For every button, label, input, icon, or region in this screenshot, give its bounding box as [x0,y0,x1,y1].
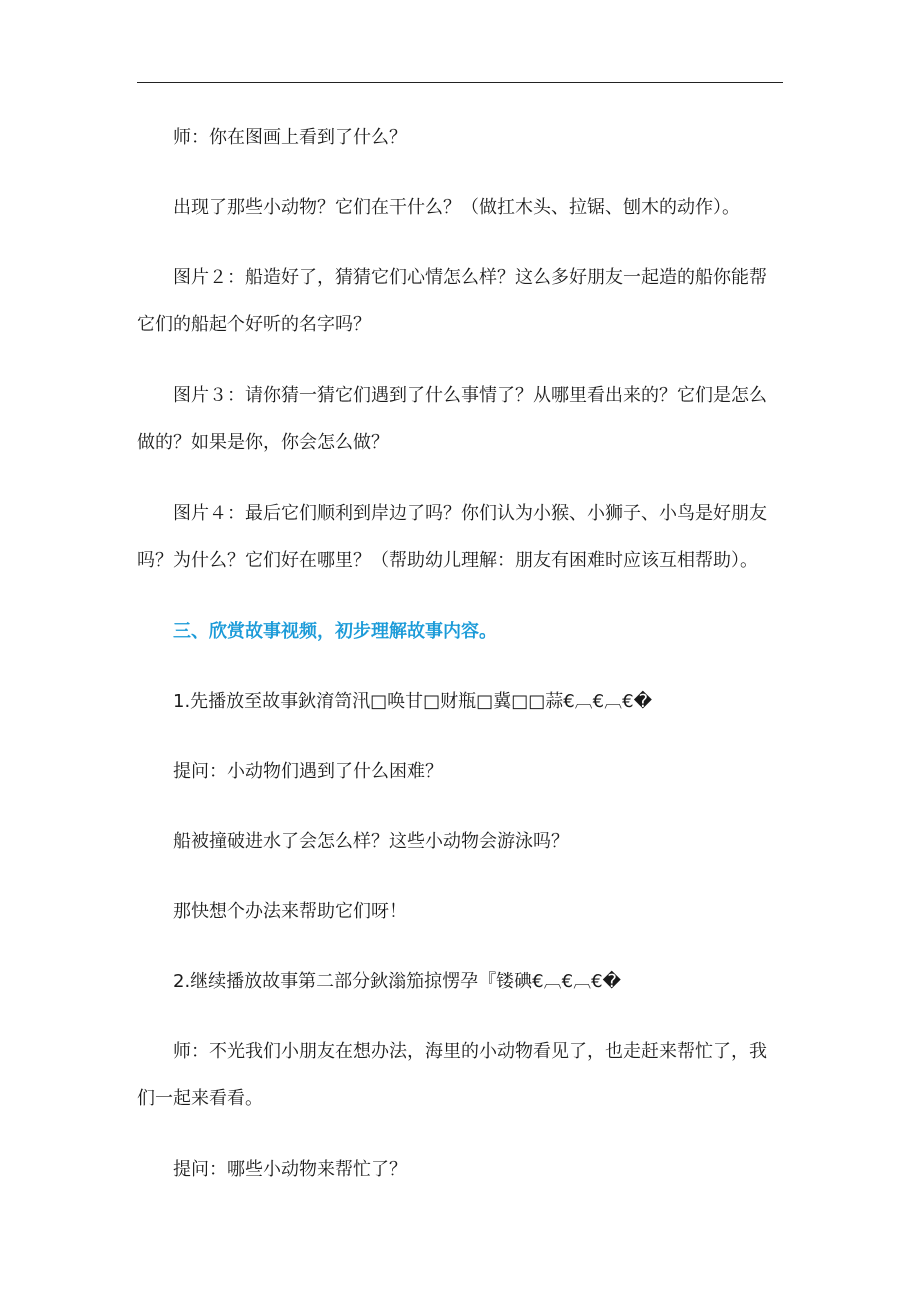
section-heading-text: 三、欣赏故事视频，初步理解故事内容。 [173,621,497,642]
paragraph-line: 提问：小动物们遇到了什么困难？ [173,761,443,782]
paragraph-line: 船被撞破进水了会怎么样？这些小动物会游泳吗？ [173,831,569,852]
paragraph-line: 图片２：船造好了，猜猜它们心情怎么样？这么多好朋友一起造的船你能帮 [173,267,767,288]
paragraph-line: 吗？为什么？它们好在哪里？（帮助幼儿理解：朋友有困难时应该互相帮助）。 [137,550,758,571]
paragraph-picture-2 [137,254,785,348]
paragraph-teacher-question [137,114,785,161]
paragraph-line: 做的？如果是你，你会怎么做？ [137,432,389,453]
paragraph-line: 们一起来看看。 [137,1088,263,1109]
paragraph-step-2 [137,958,785,1005]
paragraph-picture-4 [137,490,785,584]
paragraph-line: 出现了那些小动物？它们在干什么？（做扛木头、拉锯、刨木的动作）。 [173,197,740,218]
paragraph-line: 图片４：最后它们顺利到岸边了吗？你们认为小猴、小狮子、小鸟是好朋友 [173,503,767,524]
section-heading [137,608,785,655]
paragraph-boat-question [137,818,785,865]
paragraph-step-1 [137,678,785,725]
paragraph-animals-question [137,184,785,231]
paragraph-teacher-remark [137,1028,785,1122]
paragraph-question-helpers [137,1146,785,1193]
paragraph-line: 它们的船起个好听的名字吗？ [137,314,371,335]
paragraph-line: 提问：哪些小动物来帮忙了？ [173,1159,407,1180]
paragraph-help-prompt [137,888,785,935]
paragraph-line: 图片３：请你猜一猜它们遇到了什么事情了？从哪里看出来的？它们是怎么 [173,385,767,406]
paragraph-line: 那快想个办法来帮助它们呀！ [173,901,407,922]
paragraph-question-difficulty [137,748,785,795]
header-rule [137,82,783,83]
paragraph-line: 2.继续播放故事第二部分鈥滃笳掠愣孕『镂碘€︹€︹€� [173,971,621,992]
paragraph-line: 师：你在图画上看到了什么？ [173,127,407,148]
paragraph-line: 1.先播放至故事鈥淯笥汛□唤甘□财瓶□冀□□蒜€︹€︹€� [173,691,653,712]
paragraph-picture-3 [137,372,785,466]
paragraph-line: 师：不光我们小朋友在想办法，海里的小动物看见了，也走赶来帮忙了，我 [173,1041,767,1062]
